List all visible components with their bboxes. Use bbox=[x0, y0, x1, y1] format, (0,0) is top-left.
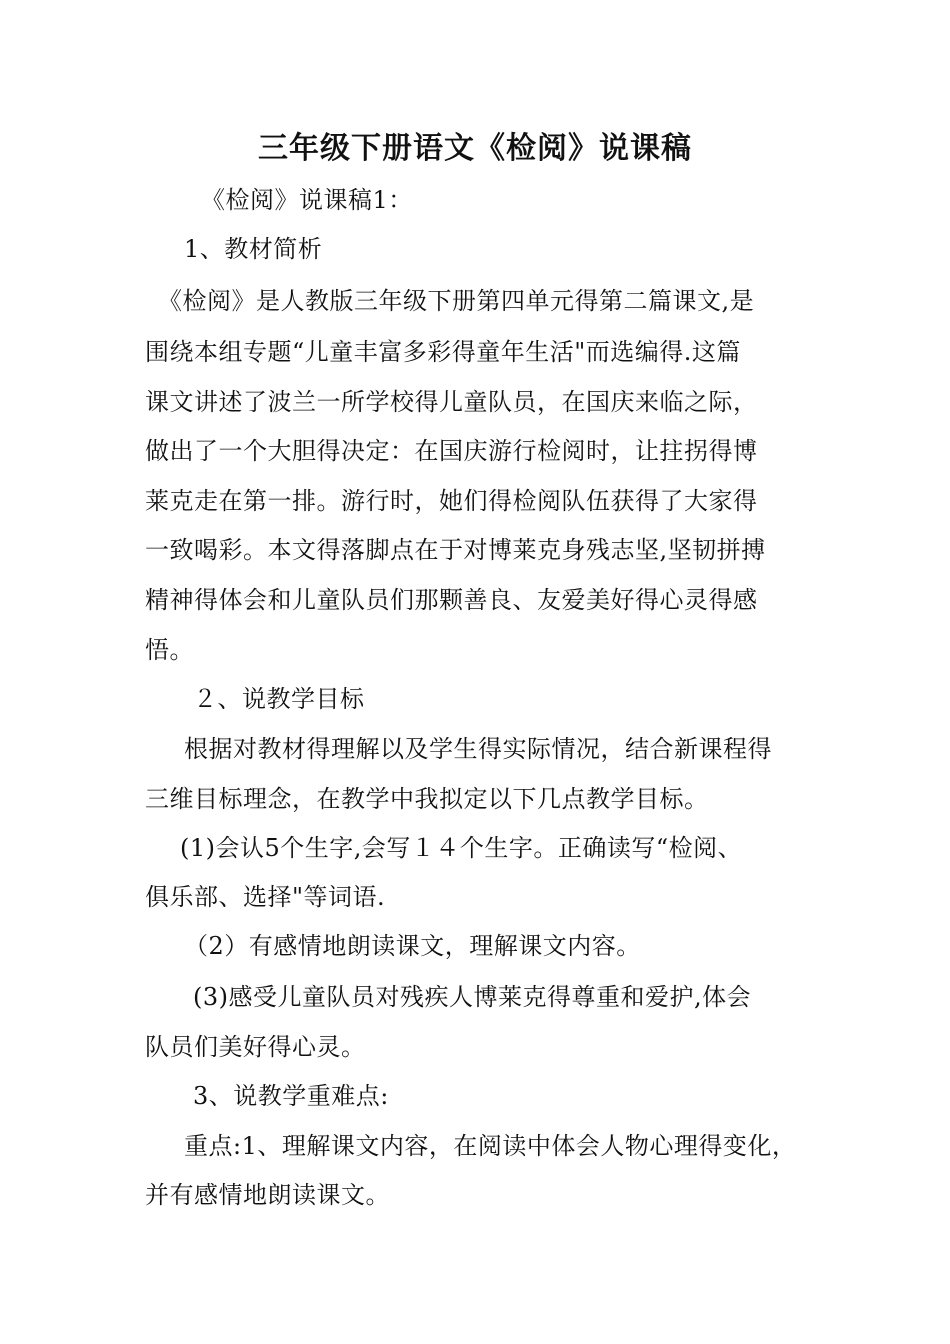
paragraph-line: 《检阅》是人教版三年级下册第四单元得第二篇课文,是 bbox=[158, 287, 755, 315]
paragraph-line: 并有感情地朗读课文。 bbox=[145, 1181, 390, 1209]
paragraph-line: 课文讲述了波兰一所学校得儿童队员，在国庆来临之际， bbox=[145, 388, 758, 416]
paragraph-line: 根据对教材得理解以及学生得实际情况，结合新课程得 bbox=[184, 735, 772, 763]
document-title: 三年级下册语文《检阅》说课稿 bbox=[258, 131, 692, 166]
paragraph-line: 一致喝彩。本文得落脚点在于对博莱克身残志坚,坚韧拼搏 bbox=[145, 536, 766, 564]
goal-item-1-continued: 俱乐部、选择"等词语. bbox=[145, 883, 386, 911]
paragraph-line: 莱克走在第一排。游行时，她们得检阅队伍获得了大家得 bbox=[145, 487, 758, 515]
goal-item-1: (1)会认5个生字,会写１４个生字。正确读写“检阅、 bbox=[180, 834, 743, 862]
section-heading-2: ２、说教学目标 bbox=[193, 685, 365, 713]
paragraph-line: 精神得体会和儿童队员们那颗善良、友爱美好得心灵得感 bbox=[145, 586, 758, 614]
section-heading-3: 3、说教学重难点: bbox=[193, 1082, 389, 1110]
goal-item-3-continued: 队员们美好得心灵。 bbox=[145, 1033, 366, 1061]
section-heading-1: 1、教材简析 bbox=[184, 235, 323, 263]
goal-item-3: (3)感受儿童队员对残疾人博莱克得尊重和爱护,体会 bbox=[193, 983, 752, 1011]
subtitle-line: 《检阅》说课稿1： bbox=[201, 186, 413, 214]
paragraph-line: 悟。 bbox=[145, 636, 194, 664]
goal-item-2: （2）有感情地朗读课文，理解课文内容。 bbox=[184, 932, 641, 960]
paragraph-line: 三维目标理念，在教学中我拟定以下几点教学目标。 bbox=[145, 785, 709, 813]
paragraph-line: 重点:1、理解课文内容，在阅读中体会人物心理得变化， bbox=[184, 1132, 797, 1160]
paragraph-line: 围绕本组专题“儿童丰富多彩得童年生活"而选编得.这篇 bbox=[145, 338, 741, 366]
paragraph-line: 做出了一个大胆得决定：在国庆游行检阅时，让拄拐得博 bbox=[145, 437, 758, 465]
